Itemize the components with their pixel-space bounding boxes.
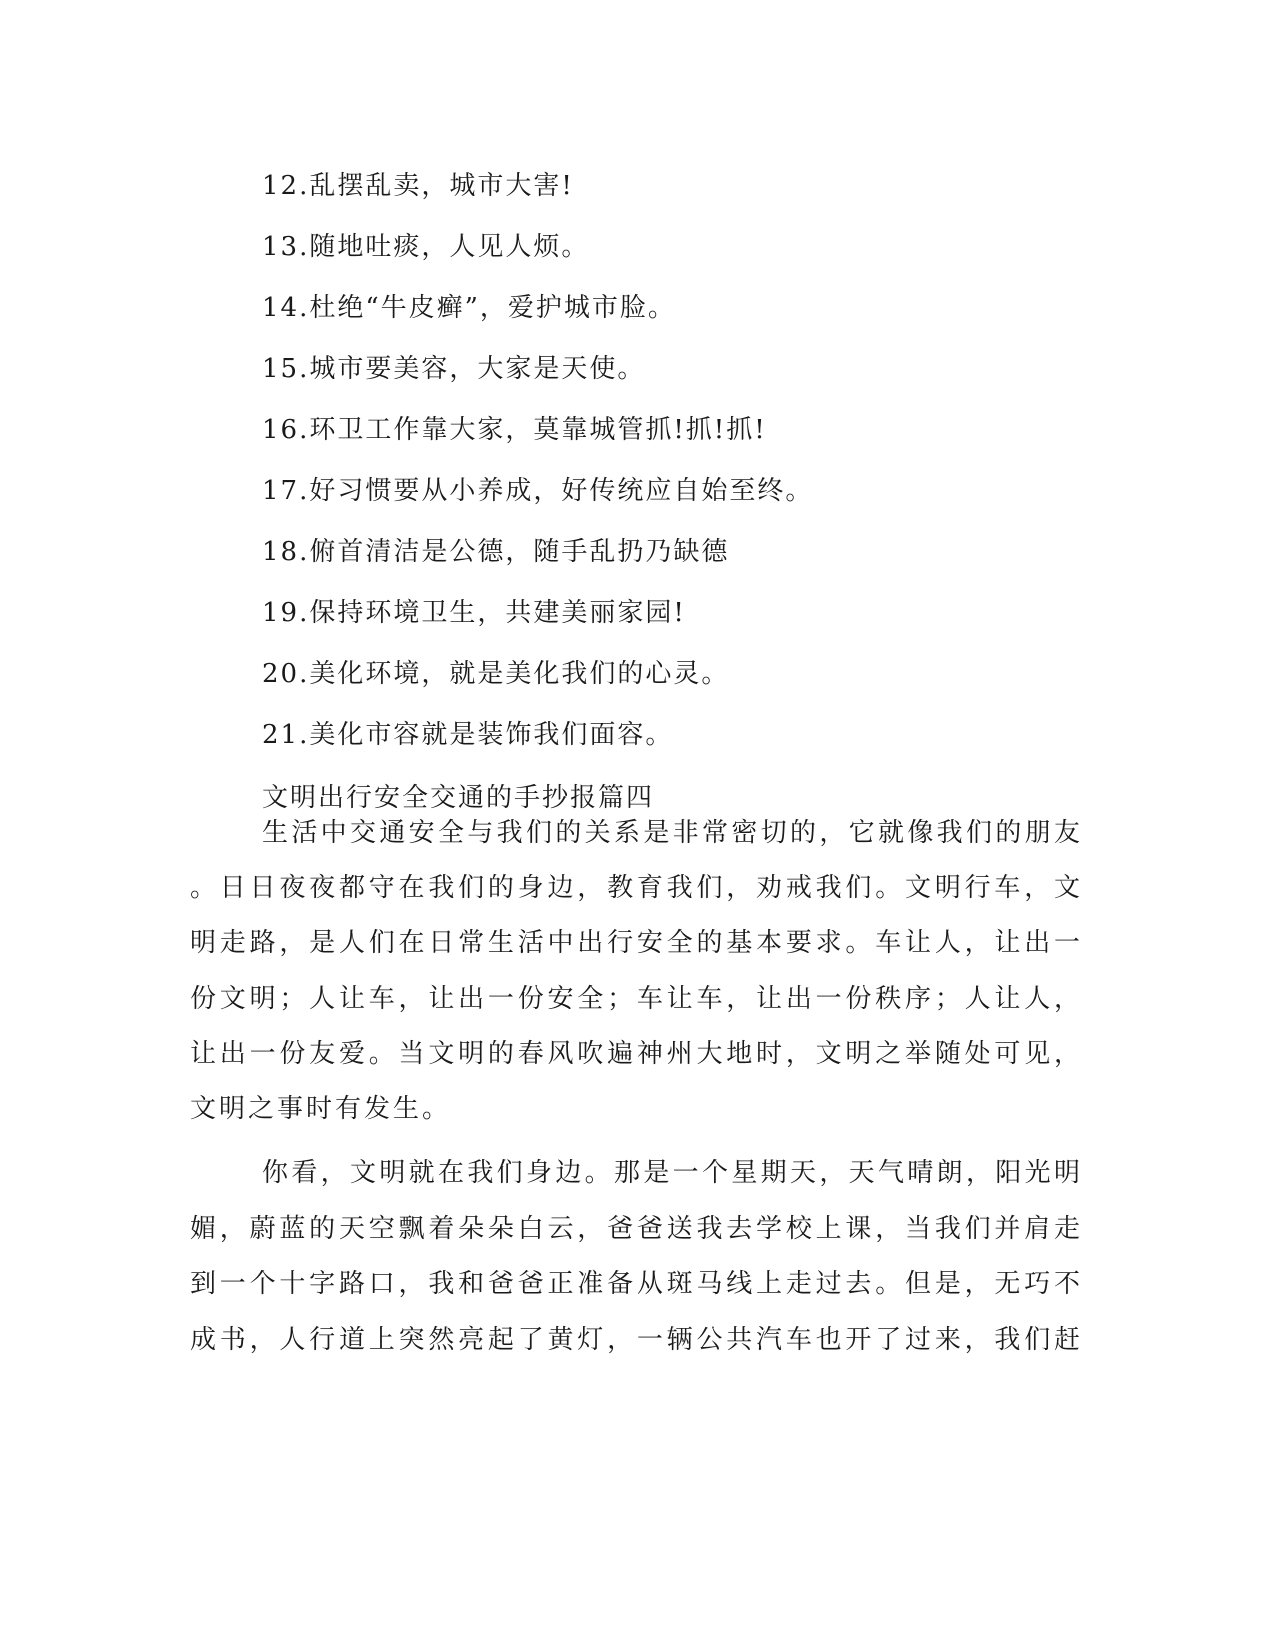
section-heading: 文明出行安全交通的手抄报篇四 xyxy=(262,783,655,813)
paragraph-line: 你看，文明就在我们身边。那是一个星期天，天气晴朗，阳光明 xyxy=(262,1158,1080,1188)
list-item: 18.俯首清洁是公德，随手乱扔乃缺德 xyxy=(262,537,730,567)
list-item: 21.美化市容就是装饰我们面容。 xyxy=(262,720,674,750)
slogan-list xyxy=(262,166,813,776)
paragraph-line: 成书，人行道上突然亮起了黄灯，一辆公共汽车也开了过来，我们赶 xyxy=(190,1325,1080,1355)
list-item: 12.乱摆乱卖，城市大害! xyxy=(262,171,574,201)
paragraph-line: 生活中交通安全与我们的关系是非常密切的，它就像我们的朋友 xyxy=(262,818,1080,848)
list-item: 15.城市要美容，大家是天使。 xyxy=(262,354,646,384)
paragraph-line: 份文明；人让车，让出一份安全；车让车，让出一份秩序；人让人， xyxy=(190,984,1080,1014)
paragraph-line: 到一个十字路口，我和爸爸正准备从斑马线上走过去。但是，无巧不 xyxy=(190,1269,1080,1299)
list-item: 17.好习惯要从小养成，好传统应自始至终。 xyxy=(262,476,814,506)
list-item: 14.杜绝“牛皮癣”，爱护城市脸。 xyxy=(262,293,676,323)
list-item: 13.随地吐痰，人见人烦。 xyxy=(262,232,590,262)
paragraph-line: 媚，蔚蓝的天空飘着朵朵白云，爸爸送我去学校上课，当我们并肩走 xyxy=(190,1214,1080,1244)
paragraph-line: 文明之事时有发生。 xyxy=(190,1094,452,1124)
paragraph-line: 。日日夜夜都守在我们的身边，教育我们，劝戒我们。文明行车，文 xyxy=(190,873,1080,903)
paragraph-line: 让出一份友爱。当文明的春风吹遍神州大地时，文明之举随处可见， xyxy=(190,1039,1080,1069)
paragraph-line: 明走路，是人们在日常生活中出行安全的基本要求。车让人，让出一 xyxy=(190,928,1080,958)
list-item: 16.环卫工作靠大家，莫靠城管抓!抓!抓! xyxy=(262,415,767,445)
list-item: 19.保持环境卫生，共建美丽家园! xyxy=(262,598,686,628)
list-item: 20.美化环境，就是美化我们的心灵。 xyxy=(262,659,730,689)
